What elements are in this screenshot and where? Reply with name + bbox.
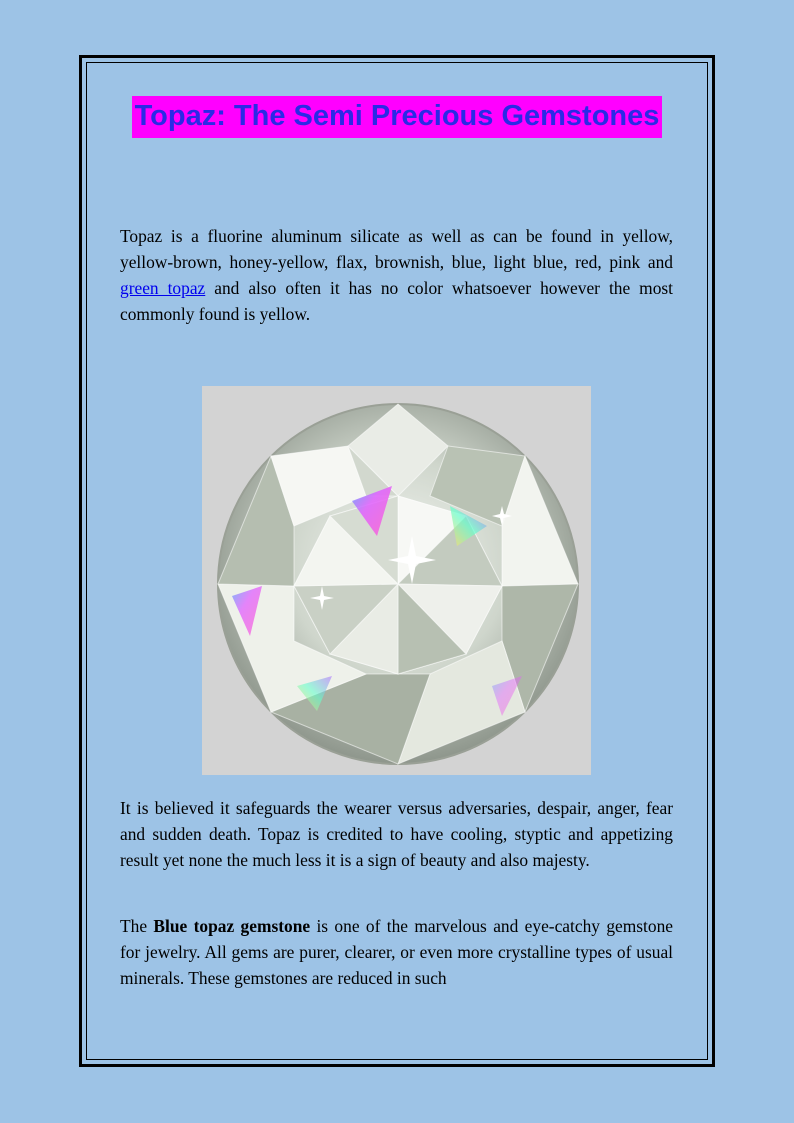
title-container (0, 96, 794, 138)
page-title: Topaz: The Semi Precious Gemstones (132, 96, 663, 138)
paragraph-blue-topaz-text-start: The (120, 916, 154, 936)
gemstone-image (202, 386, 591, 775)
paragraph-beliefs: It is believed it safeguards the wearer versus adversaries, despair, anger, fear and sudden death. Topaz is credited to have cooling, styptic and appetizing result yet none the much less it is a sign of beauty and also majesty. (120, 798, 673, 870)
paragraph-intro (120, 223, 673, 327)
blue-topaz-bold-term: Blue topaz gemstone (153, 916, 311, 936)
paragraph-intro-text-end: and also often it has no color whatsoever however the most commonly found is yellow. (120, 278, 673, 324)
diamond-illustration (202, 386, 591, 775)
paragraph-blue-topaz-text-end: is one of the marvelous and eye-catchy gemstone for jewelry. All gems are purer, clearer, or even more crystalline types of usual minerals. These gemstones are reduced in such (120, 916, 673, 988)
green-topaz-link[interactable]: green topaz (120, 278, 206, 298)
paragraph-blue-topaz (120, 913, 673, 991)
paragraph-intro-text-start: Topaz is a fluorine aluminum silicate as well as can be found in yellow, yellow-brown, honey-yellow, flax, brownish, blue, light blue, red, pink and (120, 226, 673, 272)
